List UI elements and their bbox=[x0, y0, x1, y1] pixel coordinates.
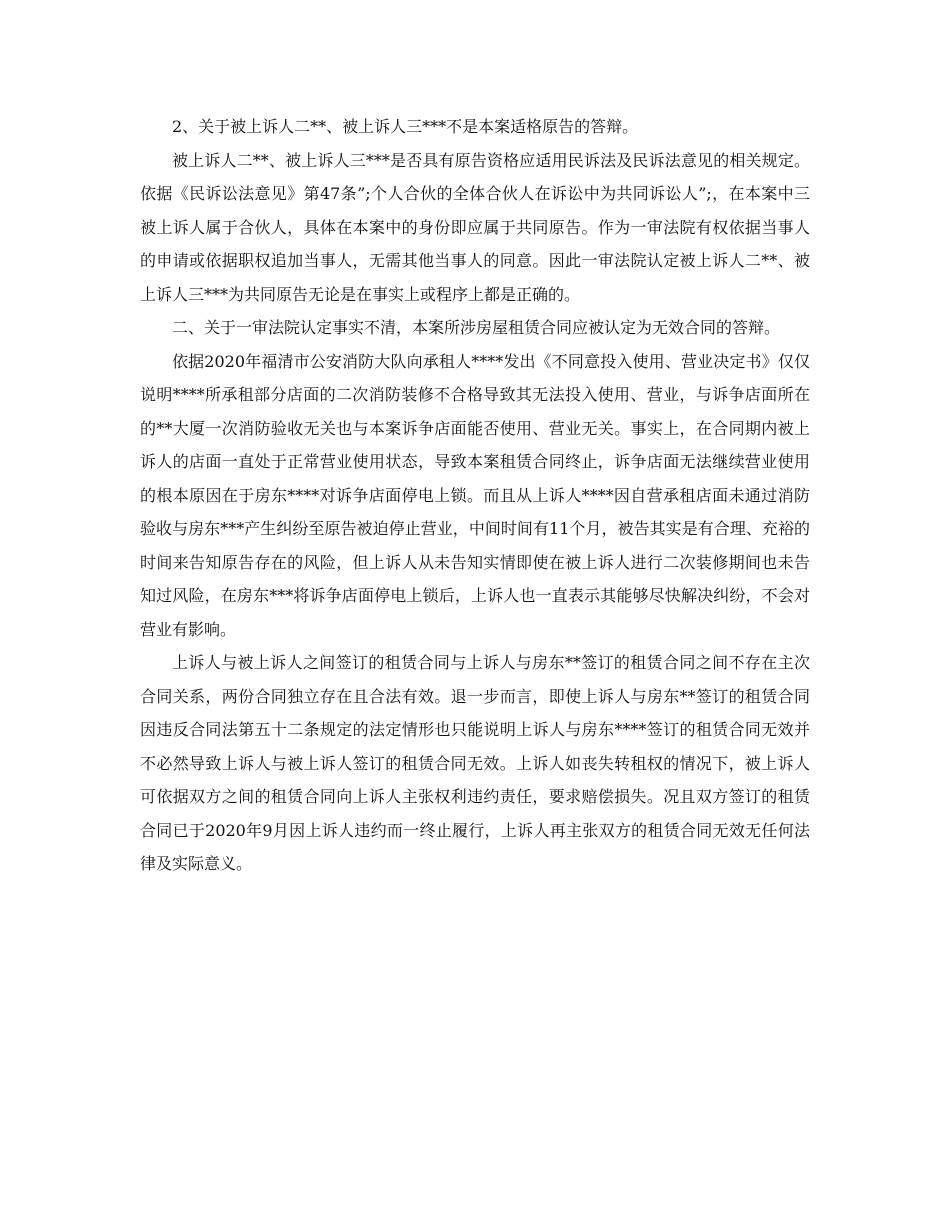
paragraph-plaintiff-standing: 被上诉人二**、被上诉人三***是否具有原告资格应适用民诉法及民诉法意见的相关规定。依据《民诉讼法意见》第47条”;个人合伙的全体合伙人在诉讼中为共同诉讼人”;，在本案中三被上诉人属于合伙人，具体在本案中的身份即应属于共同原告。作为一审法院有权依据当事人的申请或依据职权追加当事人，无需其他当事人的同意。因此一审法院认定被上诉人二**、被上诉人三***为共同原告无论是在事实上或程序上都是正确的。 bbox=[140, 150, 810, 304]
paragraph-fire-inspection: 依据2020年福清市公安消防大队向承租人****发出《不同意投入使用、营业决定书》仅仅说明****所承租部分店面的二次消防装修不合格导致其无法投入使用、营业，与诉争店面所在的**大厦一次消防验收无关也与本案诉争店面能否使用、营业无关。事实上，在合同期内被上诉人的店面一直处于正常营业使用状态，导致本案租赁合同终止，诉争店面无法继续营业使用的根本原因在于房东****对诉争店面停电上锁。而且从上诉人****因自营承租店面未通过消防验收与房东***产生纠纷至原告被迫停止营业，中间时间有11个月，被告其实是有合理、充裕的时间来告知原告存在的风险，但上诉人从未告知实情即使在被上诉人进行二次装修期间也未告知过风险，在房东***将诉争店面停电上锁后，上诉人也一直表示其能够尽快解决纠纷，不会对营业有影响。 bbox=[140, 351, 810, 639]
paragraph-contract-validity: 上诉人与被上诉人之间签订的租赁合同与上诉人与房东**签订的租赁合同之间不存在主次合同关系，两份合同独立存在且合法有效。退一步而言，即使上诉人与房东**签订的租赁合同因违反合同法第五十二条规定的法定情形也只能说明上诉人与房东****签订的租赁合同无效并不必然导致上诉人与被上诉人签订的租赁合同无效。上诉人如丧失转租权的情况下，被上诉人可依据双方之间的租赁合同向上诉人主张权利违约责任，要求赔偿损失。况且双方签订的租赁合同已于2020年9月因上诉人违约而一终止履行，上诉人再主张双方的租赁合同无效无任何法律及实际意义。 bbox=[140, 653, 810, 873]
paragraph-section-two-heading: 二、关于一审法院认定事实不清，本案所涉房屋租赁合同应被认定为无效合同的答辩。 bbox=[172, 318, 781, 337]
document-page bbox=[140, 110, 810, 881]
paragraph-section-2-heading: 2、关于被上诉人二**、被上诉人三***不是本案适格原告的答辩。 bbox=[172, 117, 639, 136]
